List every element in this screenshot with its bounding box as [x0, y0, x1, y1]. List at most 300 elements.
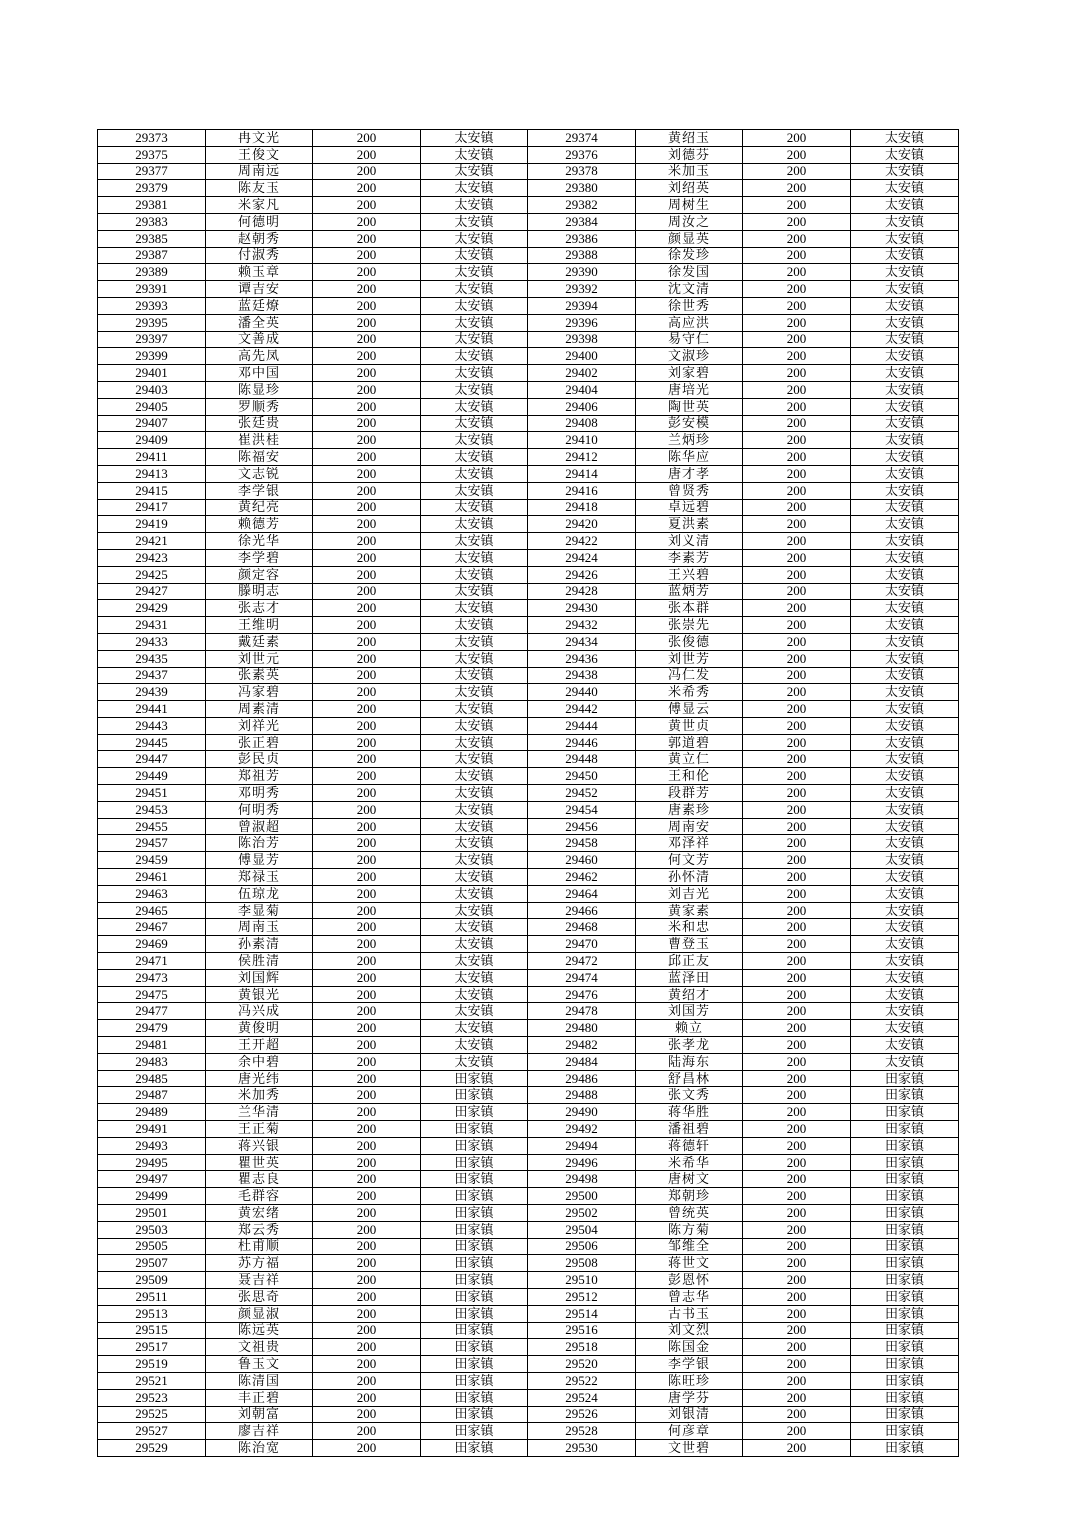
person-name-cell: 赵朝秀 [206, 230, 313, 247]
person-name-cell: 邹维全 [636, 1238, 743, 1255]
row-number-cell: 29483 [98, 1053, 206, 1070]
person-name-cell: 兰炳珍 [636, 432, 743, 449]
person-name-cell: 米和忠 [636, 919, 743, 936]
row-number-cell: 29436 [528, 650, 636, 667]
row-number-cell: 29442 [528, 701, 636, 718]
table-row [98, 1221, 959, 1238]
row-number-cell: 29432 [528, 617, 636, 634]
town-cell: 太安镇 [851, 533, 959, 550]
table-row [98, 1322, 959, 1339]
amount-cell: 200 [743, 801, 851, 818]
town-cell: 太安镇 [851, 617, 959, 634]
amount-cell: 200 [313, 1171, 421, 1188]
row-number-cell: 29511 [98, 1288, 206, 1305]
table-row [98, 1339, 959, 1356]
table-row [98, 1087, 959, 1104]
town-cell: 田家镇 [421, 1104, 528, 1121]
town-cell: 田家镇 [851, 1372, 959, 1389]
row-number-cell: 29505 [98, 1238, 206, 1255]
row-number-cell: 29458 [528, 835, 636, 852]
row-number-cell: 29387 [98, 247, 206, 264]
table-row [98, 247, 959, 264]
town-cell: 太安镇 [421, 600, 528, 617]
amount-cell: 200 [313, 936, 421, 953]
row-number-cell: 29468 [528, 919, 636, 936]
person-name-cell: 高先凤 [206, 348, 313, 365]
amount-cell: 200 [313, 1087, 421, 1104]
row-number-cell: 29434 [528, 633, 636, 650]
row-number-cell: 29411 [98, 449, 206, 466]
person-name-cell: 张廷贵 [206, 415, 313, 432]
town-cell: 太安镇 [421, 365, 528, 382]
town-cell: 太安镇 [851, 885, 959, 902]
amount-cell: 200 [743, 1339, 851, 1356]
person-name-cell: 黄世贞 [636, 717, 743, 734]
person-name-cell: 谭吉安 [206, 281, 313, 298]
amount-cell: 200 [313, 213, 421, 230]
row-number-cell: 29527 [98, 1423, 206, 1440]
table-row [98, 482, 959, 499]
person-name-cell: 刘德芬 [636, 146, 743, 163]
person-name-cell: 李学碧 [206, 549, 313, 566]
town-cell: 田家镇 [851, 1205, 959, 1222]
row-number-cell: 29484 [528, 1053, 636, 1070]
town-cell: 太安镇 [421, 415, 528, 432]
amount-cell: 200 [313, 1121, 421, 1138]
table-row [98, 146, 959, 163]
amount-cell: 200 [313, 986, 421, 1003]
town-cell: 田家镇 [851, 1356, 959, 1373]
row-number-cell: 29446 [528, 734, 636, 751]
table-row [98, 1288, 959, 1305]
row-number-cell: 29482 [528, 1037, 636, 1054]
person-name-cell: 陈国金 [636, 1339, 743, 1356]
person-name-cell: 唐培光 [636, 381, 743, 398]
town-cell: 太安镇 [851, 1053, 959, 1070]
table-row [98, 163, 959, 180]
town-cell: 田家镇 [851, 1154, 959, 1171]
table-row [98, 1238, 959, 1255]
person-name-cell: 刘国芳 [636, 1003, 743, 1020]
person-name-cell: 刘世芳 [636, 650, 743, 667]
amount-cell: 200 [313, 1423, 421, 1440]
row-number-cell: 29440 [528, 684, 636, 701]
amount-cell: 200 [743, 146, 851, 163]
row-number-cell: 29404 [528, 381, 636, 398]
amount-cell: 200 [313, 1137, 421, 1154]
row-number-cell: 29509 [98, 1272, 206, 1289]
person-name-cell: 伍琼龙 [206, 885, 313, 902]
row-number-cell: 29506 [528, 1238, 636, 1255]
amount-cell: 200 [743, 449, 851, 466]
person-name-cell: 邓中国 [206, 365, 313, 382]
town-cell: 太安镇 [421, 533, 528, 550]
town-cell: 太安镇 [421, 583, 528, 600]
town-cell: 田家镇 [421, 1322, 528, 1339]
person-name-cell: 颜显淑 [206, 1305, 313, 1322]
person-name-cell: 蓝泽田 [636, 969, 743, 986]
town-cell: 太安镇 [851, 264, 959, 281]
person-name-cell: 刘世元 [206, 650, 313, 667]
row-number-cell: 29510 [528, 1272, 636, 1289]
amount-cell: 200 [313, 902, 421, 919]
table-row [98, 1104, 959, 1121]
row-number-cell: 29508 [528, 1255, 636, 1272]
row-number-cell: 29522 [528, 1372, 636, 1389]
row-number-cell: 29393 [98, 297, 206, 314]
person-name-cell: 蓝廷燎 [206, 297, 313, 314]
person-name-cell: 张崇先 [636, 617, 743, 634]
town-cell: 太安镇 [421, 885, 528, 902]
town-cell: 田家镇 [851, 1188, 959, 1205]
amount-cell: 200 [743, 1053, 851, 1070]
row-number-cell: 29405 [98, 398, 206, 415]
town-cell: 太安镇 [851, 449, 959, 466]
row-number-cell: 29507 [98, 1255, 206, 1272]
town-cell: 太安镇 [421, 146, 528, 163]
town-cell: 田家镇 [421, 1305, 528, 1322]
amount-cell: 200 [313, 684, 421, 701]
row-number-cell: 29427 [98, 583, 206, 600]
row-number-cell: 29443 [98, 717, 206, 734]
table-row [98, 331, 959, 348]
town-cell: 田家镇 [421, 1121, 528, 1138]
amount-cell: 200 [743, 852, 851, 869]
amount-cell: 200 [743, 264, 851, 281]
person-name-cell: 陈友玉 [206, 180, 313, 197]
amount-cell: 200 [313, 617, 421, 634]
amount-cell: 200 [743, 465, 851, 482]
table-row [98, 1070, 959, 1087]
row-number-cell: 29493 [98, 1137, 206, 1154]
town-cell: 太安镇 [851, 331, 959, 348]
amount-cell: 200 [313, 348, 421, 365]
subsidy-list-table [97, 129, 959, 1457]
town-cell: 太安镇 [851, 130, 959, 147]
table-row [98, 213, 959, 230]
amount-cell: 200 [313, 1255, 421, 1272]
person-name-cell: 冉文光 [206, 130, 313, 147]
row-number-cell: 29494 [528, 1137, 636, 1154]
table-row [98, 1272, 959, 1289]
row-number-cell: 29385 [98, 230, 206, 247]
town-cell: 太安镇 [851, 852, 959, 869]
amount-cell: 200 [313, 953, 421, 970]
town-cell: 太安镇 [851, 1037, 959, 1054]
row-number-cell: 29383 [98, 213, 206, 230]
amount-cell: 200 [743, 717, 851, 734]
person-name-cell: 陈旺珍 [636, 1372, 743, 1389]
amount-cell: 200 [743, 1272, 851, 1289]
amount-cell: 200 [743, 331, 851, 348]
person-name-cell: 曾志华 [636, 1288, 743, 1305]
person-name-cell: 高应洪 [636, 314, 743, 331]
row-number-cell: 29528 [528, 1423, 636, 1440]
row-number-cell: 29512 [528, 1288, 636, 1305]
row-number-cell: 29470 [528, 936, 636, 953]
person-name-cell: 蒋华胜 [636, 1104, 743, 1121]
row-number-cell: 29431 [98, 617, 206, 634]
town-cell: 田家镇 [851, 1137, 959, 1154]
amount-cell: 200 [313, 1020, 421, 1037]
town-cell: 太安镇 [851, 717, 959, 734]
row-number-cell: 29381 [98, 197, 206, 214]
amount-cell: 200 [313, 130, 421, 147]
row-number-cell: 29412 [528, 449, 636, 466]
person-name-cell: 刘绍英 [636, 180, 743, 197]
town-cell: 太安镇 [851, 163, 959, 180]
person-name-cell: 陈福安 [206, 449, 313, 466]
row-number-cell: 29523 [98, 1389, 206, 1406]
amount-cell: 200 [313, 465, 421, 482]
person-name-cell: 刘祥光 [206, 717, 313, 734]
town-cell: 太安镇 [421, 1003, 528, 1020]
person-name-cell: 沈文清 [636, 281, 743, 298]
table-row [98, 1154, 959, 1171]
person-name-cell: 苏方福 [206, 1255, 313, 1272]
person-name-cell: 彭民贞 [206, 751, 313, 768]
row-number-cell: 29472 [528, 953, 636, 970]
town-cell: 太安镇 [851, 415, 959, 432]
town-cell: 太安镇 [851, 936, 959, 953]
row-number-cell: 29457 [98, 835, 206, 852]
amount-cell: 200 [743, 533, 851, 550]
town-cell: 太安镇 [421, 785, 528, 802]
table-row [98, 549, 959, 566]
town-cell: 太安镇 [851, 432, 959, 449]
table-row [98, 818, 959, 835]
amount-cell: 200 [313, 1037, 421, 1054]
amount-cell: 200 [313, 1221, 421, 1238]
amount-cell: 200 [313, 583, 421, 600]
town-cell: 田家镇 [421, 1389, 528, 1406]
town-cell: 田家镇 [851, 1440, 959, 1457]
row-number-cell: 29497 [98, 1171, 206, 1188]
person-name-cell: 周素清 [206, 701, 313, 718]
person-name-cell: 段群芳 [636, 785, 743, 802]
town-cell: 太安镇 [421, 130, 528, 147]
amount-cell: 200 [313, 1356, 421, 1373]
town-cell: 太安镇 [851, 667, 959, 684]
amount-cell: 200 [313, 667, 421, 684]
row-number-cell: 29399 [98, 348, 206, 365]
amount-cell: 200 [313, 818, 421, 835]
amount-cell: 200 [313, 314, 421, 331]
row-number-cell: 29424 [528, 549, 636, 566]
row-number-cell: 29526 [528, 1406, 636, 1423]
table-row [98, 751, 959, 768]
row-number-cell: 29425 [98, 566, 206, 583]
amount-cell: 200 [743, 633, 851, 650]
row-number-cell: 29375 [98, 146, 206, 163]
amount-cell: 200 [743, 415, 851, 432]
amount-cell: 200 [313, 633, 421, 650]
town-cell: 太安镇 [421, 348, 528, 365]
row-number-cell: 29396 [528, 314, 636, 331]
person-name-cell: 黄绍才 [636, 986, 743, 1003]
town-cell: 太安镇 [851, 197, 959, 214]
town-cell: 太安镇 [421, 247, 528, 264]
town-cell: 太安镇 [421, 499, 528, 516]
amount-cell: 200 [313, 835, 421, 852]
town-cell: 太安镇 [421, 566, 528, 583]
row-number-cell: 29382 [528, 197, 636, 214]
amount-cell: 200 [743, 1003, 851, 1020]
amount-cell: 200 [743, 1070, 851, 1087]
row-number-cell: 29514 [528, 1305, 636, 1322]
table-row [98, 297, 959, 314]
row-number-cell: 29420 [528, 516, 636, 533]
row-number-cell: 29480 [528, 1020, 636, 1037]
amount-cell: 200 [743, 902, 851, 919]
row-number-cell: 29492 [528, 1121, 636, 1138]
table-row [98, 936, 959, 953]
town-cell: 太安镇 [851, 919, 959, 936]
person-name-cell: 王维明 [206, 617, 313, 634]
person-name-cell: 黄宏绪 [206, 1205, 313, 1222]
town-cell: 太安镇 [421, 381, 528, 398]
table-row [98, 1137, 959, 1154]
amount-cell: 200 [743, 163, 851, 180]
amount-cell: 200 [743, 314, 851, 331]
table-row [98, 314, 959, 331]
amount-cell: 200 [743, 936, 851, 953]
table-row [98, 230, 959, 247]
table-row [98, 1121, 959, 1138]
amount-cell: 200 [313, 533, 421, 550]
amount-cell: 200 [743, 1087, 851, 1104]
row-number-cell: 29409 [98, 432, 206, 449]
person-name-cell: 付淑秀 [206, 247, 313, 264]
town-cell: 田家镇 [851, 1272, 959, 1289]
town-cell: 田家镇 [851, 1121, 959, 1138]
town-cell: 太安镇 [421, 835, 528, 852]
person-name-cell: 孙素清 [206, 936, 313, 953]
table-row [98, 701, 959, 718]
town-cell: 田家镇 [851, 1322, 959, 1339]
amount-cell: 200 [743, 1020, 851, 1037]
amount-cell: 200 [313, 852, 421, 869]
town-cell: 太安镇 [421, 633, 528, 650]
person-name-cell: 何明秀 [206, 801, 313, 818]
row-number-cell: 29487 [98, 1087, 206, 1104]
person-name-cell: 陈方菊 [636, 1221, 743, 1238]
row-number-cell: 29473 [98, 969, 206, 986]
row-number-cell: 29380 [528, 180, 636, 197]
table-row [98, 1003, 959, 1020]
amount-cell: 200 [313, 1053, 421, 1070]
table-row [98, 415, 959, 432]
amount-cell: 200 [313, 1070, 421, 1087]
town-cell: 太安镇 [421, 281, 528, 298]
table-row [98, 734, 959, 751]
amount-cell: 200 [743, 499, 851, 516]
amount-cell: 200 [743, 768, 851, 785]
town-cell: 太安镇 [421, 684, 528, 701]
town-cell: 田家镇 [421, 1440, 528, 1457]
table-row [98, 1356, 959, 1373]
person-name-cell: 邱正友 [636, 953, 743, 970]
person-name-cell: 米加玉 [636, 163, 743, 180]
person-name-cell: 李学银 [636, 1356, 743, 1373]
table-row [98, 617, 959, 634]
person-name-cell: 潘祖碧 [636, 1121, 743, 1138]
amount-cell: 200 [743, 1171, 851, 1188]
row-number-cell: 29376 [528, 146, 636, 163]
row-number-cell: 29503 [98, 1221, 206, 1238]
town-cell: 太安镇 [851, 751, 959, 768]
row-number-cell: 29491 [98, 1121, 206, 1138]
row-number-cell: 29444 [528, 717, 636, 734]
amount-cell: 200 [743, 1406, 851, 1423]
amount-cell: 200 [743, 701, 851, 718]
row-number-cell: 29476 [528, 986, 636, 1003]
row-number-cell: 29481 [98, 1037, 206, 1054]
person-name-cell: 彭安模 [636, 415, 743, 432]
amount-cell: 200 [743, 1356, 851, 1373]
amount-cell: 200 [313, 499, 421, 516]
person-name-cell: 米希秀 [636, 684, 743, 701]
amount-cell: 200 [313, 650, 421, 667]
amount-cell: 200 [313, 264, 421, 281]
town-cell: 太安镇 [421, 180, 528, 197]
town-cell: 太安镇 [851, 465, 959, 482]
person-name-cell: 刘家碧 [636, 365, 743, 382]
town-cell: 田家镇 [421, 1154, 528, 1171]
person-name-cell: 米加秀 [206, 1087, 313, 1104]
amount-cell: 200 [743, 1423, 851, 1440]
town-cell: 太安镇 [851, 381, 959, 398]
town-cell: 太安镇 [851, 398, 959, 415]
row-number-cell: 29403 [98, 381, 206, 398]
row-number-cell: 29428 [528, 583, 636, 600]
row-number-cell: 29386 [528, 230, 636, 247]
row-number-cell: 29515 [98, 1322, 206, 1339]
town-cell: 田家镇 [851, 1238, 959, 1255]
amount-cell: 200 [313, 1372, 421, 1389]
town-cell: 田家镇 [851, 1171, 959, 1188]
person-name-cell: 夏洪素 [636, 516, 743, 533]
town-cell: 太安镇 [851, 869, 959, 886]
amount-cell: 200 [743, 549, 851, 566]
person-name-cell: 潘全英 [206, 314, 313, 331]
person-name-cell: 米希华 [636, 1154, 743, 1171]
row-number-cell: 29529 [98, 1440, 206, 1457]
town-cell: 太安镇 [851, 499, 959, 516]
person-name-cell: 邓泽祥 [636, 835, 743, 852]
row-number-cell: 29471 [98, 953, 206, 970]
person-name-cell: 张孝龙 [636, 1037, 743, 1054]
amount-cell: 200 [743, 919, 851, 936]
town-cell: 太安镇 [421, 1037, 528, 1054]
amount-cell: 200 [743, 482, 851, 499]
table-row [98, 566, 959, 583]
person-name-cell: 文祖贵 [206, 1339, 313, 1356]
town-cell: 太安镇 [421, 919, 528, 936]
person-name-cell: 刘义清 [636, 533, 743, 550]
table-row [98, 650, 959, 667]
table-row [98, 365, 959, 382]
person-name-cell: 黄纪亮 [206, 499, 313, 516]
person-name-cell: 何文芳 [636, 852, 743, 869]
amount-cell: 200 [743, 667, 851, 684]
amount-cell: 200 [313, 1205, 421, 1222]
person-name-cell: 冯仁发 [636, 667, 743, 684]
table-row [98, 1188, 959, 1205]
table-row [98, 197, 959, 214]
person-name-cell: 冯家碧 [206, 684, 313, 701]
person-name-cell: 郭道碧 [636, 734, 743, 751]
